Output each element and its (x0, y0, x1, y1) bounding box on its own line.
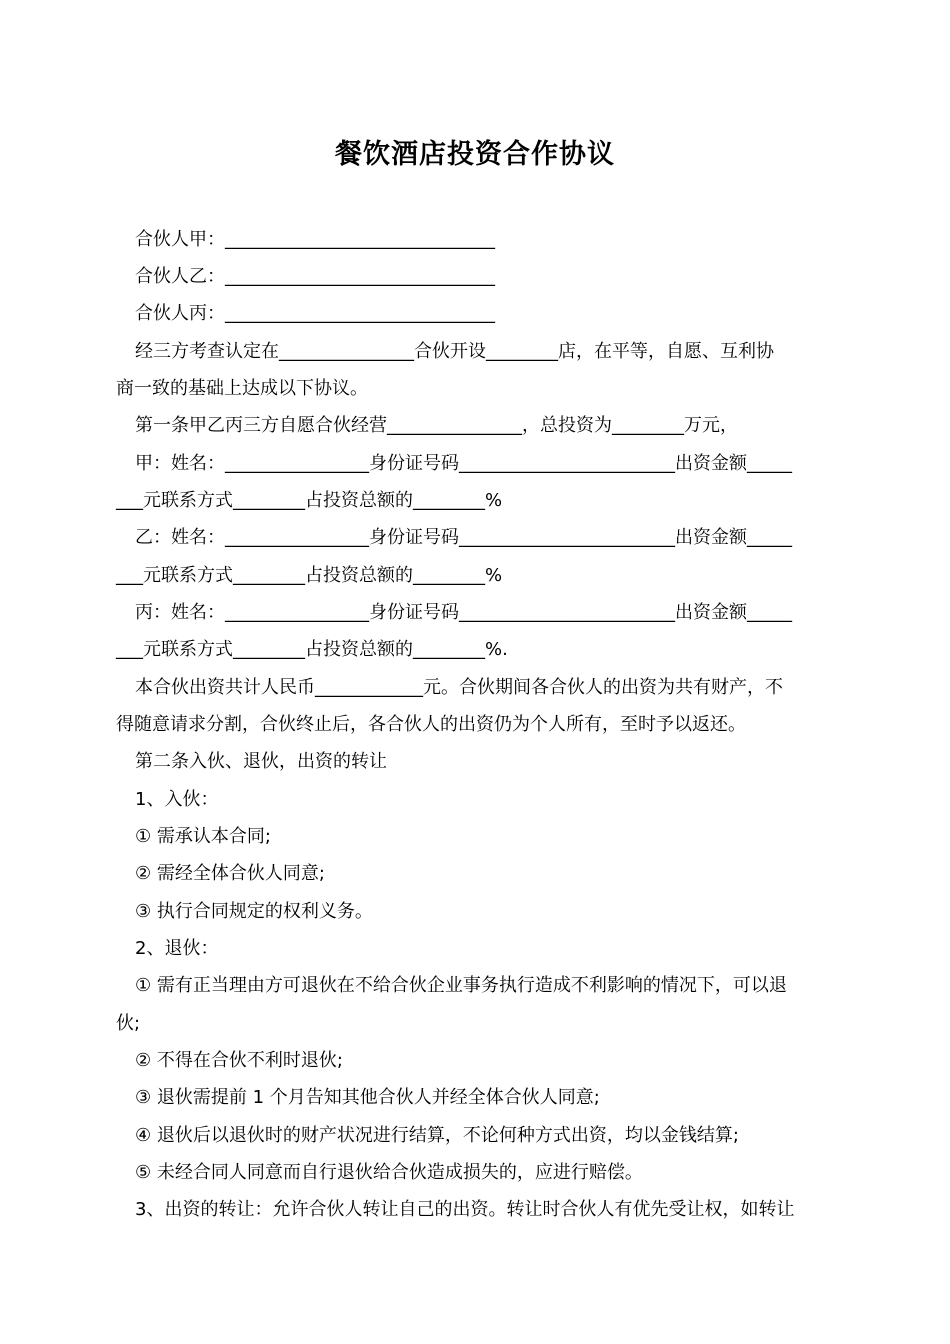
partner-a-line: 合伙人甲：______________________________ (135, 229, 495, 250)
paragraph-line: 商一致的基础上达成以下协议。 (116, 378, 368, 399)
list-item: ③ 退伙需提前 1 个月告知其他合伙人并经全体合伙人同意; (135, 1087, 600, 1108)
list-item: ② 不得在合伙不利时退伙; (135, 1050, 343, 1071)
paragraph-line: 经三方考查认定在_______________合伙开设________店，在平等，自愿、互利协 (135, 341, 774, 362)
partner-a-details: 甲：姓名：________________身份证号码________________________出资金额_____ (135, 453, 792, 474)
section-heading: 2、退伙： (135, 938, 219, 959)
list-item-cont: 伙; (116, 1013, 141, 1034)
list-item: ③ 执行合同规定的权利义务。 (135, 901, 373, 922)
partner-c-details: 丙：姓名：________________身份证号码________________________出资金额_____ (135, 602, 792, 623)
partner-a-details-cont: ___元联系方式________占投资总额的________% (116, 490, 503, 511)
partner-c-details-cont: ___元联系方式________占投资总额的________%. (116, 639, 508, 660)
partner-b-line: 合伙人乙：______________________________ (135, 266, 495, 287)
partner-b-details: 乙：姓名：________________身份证号码________________________出资金额_____ (135, 527, 792, 548)
article-2-heading: 第二条入伙、退伙，出资的转让 (135, 751, 387, 772)
section-heading: 1、入伙： (135, 789, 219, 810)
document-title: 餐饮酒店投资合作协议 (335, 139, 615, 170)
list-item: ④ 退伙后以退伙时的财产状况进行结算，不论何种方式出资，均以金钱结算; (135, 1125, 739, 1146)
article-1-line: 第一条甲乙丙三方自愿合伙经营_______________，总投资为________万元， (135, 415, 738, 436)
paragraph-line: 3、出资的转让：允许合伙人转让自己的出资。转让时合伙人有优先受让权，如转让 (135, 1199, 795, 1220)
paragraph-line: 本合伙出资共计人民币____________元。合伙期间各合伙人的出资为共有财产，不 (135, 677, 783, 698)
list-item: ① 需承认本合同; (135, 826, 271, 847)
partner-b-details-cont: ___元联系方式________占投资总额的________% (116, 565, 503, 586)
list-item: ② 需经全体合伙人同意; (135, 863, 325, 884)
partner-c-line: 合伙人丙：______________________________ (135, 303, 495, 324)
list-item: ① 需有正当理由方可退伙在不给合伙企业事务执行造成不利影响的情况下，可以退 (135, 975, 787, 996)
paragraph-line: 得随意请求分割，合伙终止后，各合伙人的出资仍为个人所有，至时予以返还。 (116, 714, 746, 735)
list-item: ⑤ 未经合同人同意而自行退伙给合伙造成损失的，应进行赔偿。 (135, 1162, 643, 1183)
